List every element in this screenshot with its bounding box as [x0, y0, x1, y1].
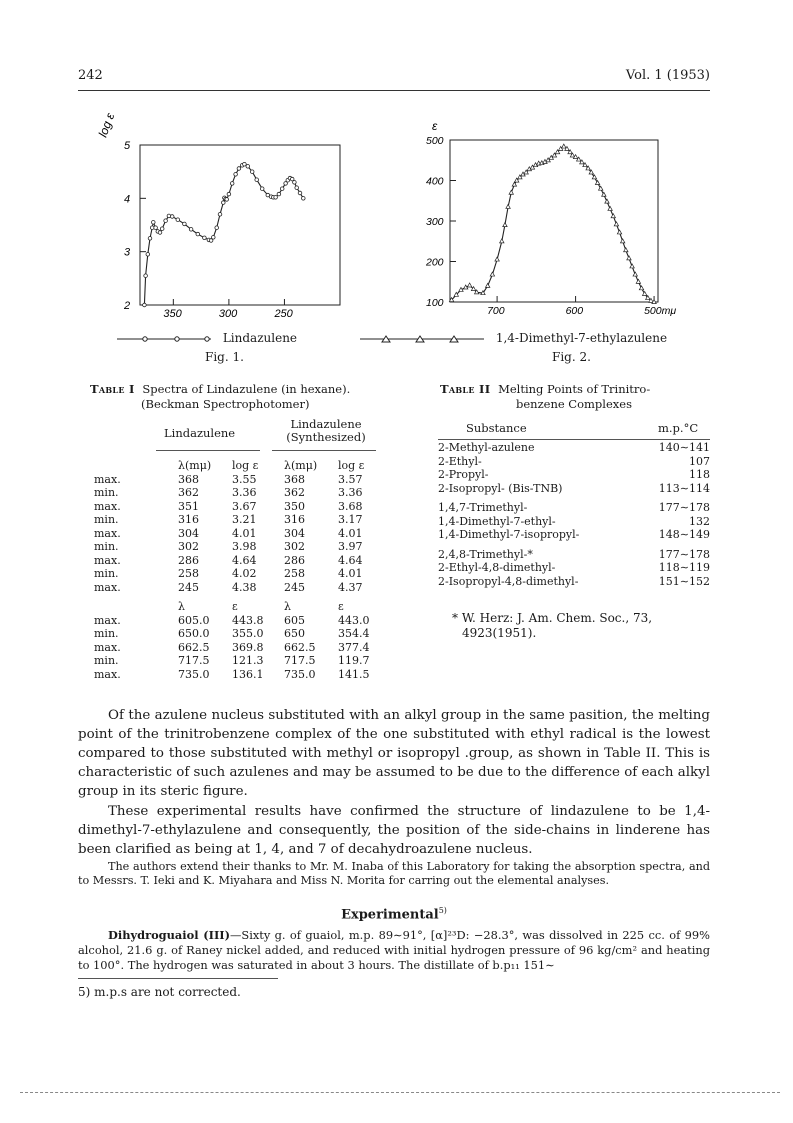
fig1-data-point [230, 182, 234, 186]
fig2-data-point [490, 272, 494, 276]
table1-cell: min. [94, 627, 119, 640]
table1-row [86, 614, 390, 628]
table2-mp-cell: 113∼114 [658, 481, 710, 495]
table1-cell: 119.7 [338, 654, 370, 667]
table1-subheader: λ [178, 600, 185, 613]
table2-mp-cell: 151∼152 [658, 574, 710, 588]
fig2-data-point [611, 214, 615, 218]
table1-cell: max. [94, 499, 121, 513]
fig1-data-point [255, 178, 259, 182]
table2-substance-cell: 1,4-Dimethyl-7-isopropyl- [438, 528, 580, 541]
table1-cell: 304 [284, 526, 305, 540]
table2-row [438, 515, 710, 529]
table1-cell: 443.0 [338, 613, 370, 627]
fig1-y-axis-label: log ε [95, 111, 118, 140]
table1-row [86, 581, 390, 595]
fig1-data-point [152, 221, 156, 225]
fig2-y-tick-label: 400 [426, 175, 444, 188]
table1-cell: 368 [178, 472, 199, 486]
table1-cell: max. [94, 640, 121, 654]
fig1-data-point [274, 196, 278, 200]
table2-substance-cell: 2,4,8-Trimethyl-* [438, 547, 533, 561]
fig2-x-tick-label: 700 [487, 305, 505, 317]
table1-cell: 3.68 [338, 499, 363, 513]
fig1-data-point [212, 236, 216, 240]
table1-cell: 4.64 [232, 553, 257, 567]
page-number: 242 [78, 68, 103, 83]
table1-row [86, 486, 390, 500]
table2-row [438, 561, 710, 575]
table1-cell: 286 [178, 553, 199, 567]
table1-row [86, 527, 390, 541]
fig1-data-point [203, 236, 207, 240]
fig1-data-point [302, 197, 306, 201]
table1-row [86, 567, 390, 581]
fig1-data-point [144, 274, 148, 278]
table2-row [438, 548, 710, 562]
table1-cell: 3.57 [338, 472, 363, 486]
fig1-data-point [260, 187, 264, 191]
section-title: Experimental [341, 907, 439, 923]
fig1-y-tick-label: 5 [124, 140, 131, 152]
table2-row [438, 468, 710, 482]
table1-title-line2: (Beckman Spectrophotomer) [141, 397, 310, 411]
table1-cell: 3.21 [232, 513, 257, 526]
table1-subheader [86, 600, 178, 614]
table1-cell: 351 [178, 499, 199, 513]
fig2-y-tick-label: 200 [426, 256, 444, 269]
fig2-data-point [500, 239, 504, 243]
table1-cell: min. [94, 540, 119, 553]
table1-cell: 362 [284, 486, 305, 499]
table1-group2-header [276, 418, 376, 444]
table1-cell: 4.01 [338, 526, 363, 540]
table1-cell: min. [94, 486, 119, 499]
table1-subheader-row [86, 600, 390, 614]
fig1-data-point [280, 187, 284, 191]
table1-cell: 286 [284, 553, 305, 567]
table2-row [438, 441, 710, 455]
table1-cell: min. [94, 654, 119, 667]
table1-group1-rule [156, 450, 260, 451]
fig1-data-point [196, 232, 200, 236]
table1-row [86, 554, 390, 568]
table1-cell: 141.5 [338, 667, 370, 681]
table2-footnote-line1: * W. Herz: J. Am. Chem. Soc., 73, [452, 611, 653, 625]
acknowledgement: The authors extend their thanks to Mr. M. Inaba of this Laboratory for taking the absorption spectra, and to Messrs. T. Ieki and K. Miyahara and Miss N. Morita for carring out the elemental analyses. [78, 860, 710, 887]
fig2-data-point [495, 257, 499, 261]
figure-1-chart [90, 100, 360, 330]
fig1-data-point [298, 191, 302, 195]
table1-group2-rule [272, 450, 376, 451]
fig2-data-point [639, 286, 643, 290]
table1-cell: 4.64 [338, 553, 363, 567]
fig1-y-tick-label: 4 [124, 193, 131, 206]
table2-footnote-line2: 4923(1951). [462, 626, 537, 640]
table1-cell: 304 [178, 526, 199, 540]
fig1-data-point [154, 226, 158, 230]
table1-cell: 3.36 [232, 486, 257, 499]
body-paragraph-2: These experimental results have confirmed the structure of lindazulene to be 1,4-dimethyl-7-ethylazulene and consequently, the position of the side-chains in linderene has been clarified as being at 1, 4, and 7 of decahydroazulene nucleus. [78, 804, 710, 857]
fig2-y-tick-label: 500 [426, 135, 444, 147]
table1-subheader: λ [284, 600, 291, 613]
fig2-data-point [633, 272, 637, 276]
table1-cell: 3.97 [338, 540, 363, 553]
table1-cell: 3.55 [232, 472, 257, 486]
table1-cell: 362 [178, 486, 199, 499]
table1-cell: 354.4 [338, 627, 370, 640]
table1-cell: max. [94, 553, 121, 567]
table2-substance-cell: 2-Isopropyl- (Bis-TNB) [438, 481, 563, 495]
table2-mp-cell: 148∼149 [658, 528, 710, 541]
table1-subheader: λ(mμ) [284, 459, 318, 472]
table2-title [440, 382, 710, 412]
table1 [86, 459, 390, 681]
table1-cell: 3.36 [338, 486, 363, 499]
table1-cell: 662.5 [178, 640, 210, 654]
table1-cell: max. [94, 526, 121, 540]
table2-mp-header: m.p.°C [658, 421, 699, 435]
table2-mp-cell: 140∼141 [658, 441, 710, 454]
table1-cell: 650.0 [178, 627, 210, 640]
table1-cell: 4.02 [232, 567, 257, 580]
table2-substance-cell: 2-Isopropyl-4,8-dimethyl- [438, 574, 579, 588]
table2-title-line2: benzene Complexes [516, 397, 632, 411]
fig1-data-point [176, 218, 180, 222]
fig1-data-point [277, 192, 281, 196]
experimental-compound: Dihydroguaiol (III) [108, 928, 231, 942]
fig2-data-point [509, 190, 513, 194]
fig1-data-point [170, 215, 174, 219]
fig1-data-point [215, 226, 219, 230]
table2-header-rule [438, 439, 710, 440]
fig2-data-point [485, 283, 489, 287]
fig2-data-point [605, 199, 609, 203]
fig2-x-tick-label: 500mμ [644, 305, 677, 317]
fig2-x-tick-label: 600 [565, 305, 584, 317]
table2-label: Table II [440, 382, 491, 396]
table1-subheader: log ε [232, 459, 259, 472]
fig2-y-axis-label: ε [432, 119, 438, 133]
fig1-data-point [222, 201, 226, 205]
table1-cell: min. [94, 567, 119, 580]
header-rule [78, 90, 710, 91]
table1-cell: 735.0 [284, 667, 316, 681]
fig1-caption: Fig. 1. [205, 350, 244, 364]
table2-row [438, 482, 710, 496]
table2-row [438, 455, 710, 469]
fig1-x-tick-label: 350 [163, 308, 182, 320]
table2-mp-cell: 107 [689, 454, 710, 468]
table2-title-line1: Melting Points of Trinitro- [498, 382, 651, 396]
fig2-data-point [620, 239, 624, 243]
fig1-data-point [164, 219, 168, 223]
table1-subheader: ε [232, 600, 238, 613]
table1-cell: 369.8 [232, 640, 264, 654]
table2-substance-cell: 2-Ethyl- [438, 454, 482, 468]
fig1-legend-label: Lindazulene [222, 331, 298, 345]
table1-cell: 377.4 [338, 640, 370, 654]
table1-cell: 316 [178, 513, 199, 526]
table1-subheader: ε [338, 600, 344, 613]
section-heading [78, 906, 710, 922]
fig2-data-point [617, 230, 621, 234]
fig2-data-point [627, 256, 631, 260]
fig1-data-point [143, 303, 147, 307]
table1-cell: 4.38 [232, 580, 257, 594]
fig2-legend-line [358, 334, 486, 344]
table1-row [86, 540, 390, 554]
fig1-data-point [158, 231, 162, 235]
table1-cell: 605.0 [178, 613, 210, 627]
table2 [438, 441, 710, 588]
table1-cell: max. [94, 613, 121, 627]
fig1-data-point [146, 253, 150, 257]
table1-subheader-row [86, 459, 390, 473]
table1-cell: max. [94, 667, 121, 681]
table1-title-line1: Spectra of Lindazulene (in hexane). [142, 382, 351, 396]
figure-2-chart [410, 110, 690, 325]
fig1-data-point [218, 213, 222, 217]
table1-cell: 3.17 [338, 513, 363, 526]
table1-cell: 350 [284, 499, 305, 513]
fig2-data-point [636, 279, 640, 283]
fig1-data-point [234, 173, 238, 177]
fig2-data-point [562, 144, 566, 148]
table1-subheader: log ε [338, 459, 365, 472]
footnote-rule [78, 978, 278, 979]
table1-cell: 258 [284, 567, 305, 580]
table1-cell: 121.3 [232, 654, 264, 667]
section-footnote-mark: 5) [438, 906, 447, 915]
fig1-series-line [144, 164, 303, 305]
fig1-data-point [243, 162, 247, 166]
table2-mp-cell: 118 [689, 468, 710, 481]
table2-mp-cell: 177∼178 [658, 547, 710, 561]
table1-cell: 4.01 [232, 526, 257, 540]
table2-mp-cell: 177∼178 [658, 501, 710, 514]
fig2-data-point [506, 204, 510, 208]
fig2-data-point [467, 283, 471, 287]
table1-row [86, 500, 390, 514]
table1-cell: 4.01 [338, 567, 363, 580]
fig1-legend [115, 331, 297, 345]
fig2-y-tick-label: 100 [426, 297, 444, 309]
fig1-data-point [189, 228, 193, 232]
table1-cell: 3.98 [232, 540, 257, 553]
fig2-caption: Fig. 2. [552, 350, 591, 364]
fig2-legend [358, 331, 667, 345]
table1-label: Table I [90, 382, 135, 396]
body-paragraph-1: Of the azulene nucleus substituted with an alkyl group in the same pasition, the melting point of the trinitrobenzene complex of the one substituted with ethyl radical is the lowest compared to those substituted with methyl or isopropyl .group, as shown in Table II. This is characteristic of such azulenes and may be assumed to be due to the difference of each alkyl group in its steric figure. [78, 708, 710, 799]
table1-group2-line2: (Synthesized) [286, 430, 366, 444]
fig1-data-point [293, 181, 297, 185]
table1-cell: max. [94, 472, 121, 486]
fig1-data-point [246, 165, 250, 169]
table2-substance-cell: 2-Ethyl-4,8-dimethyl- [438, 561, 556, 574]
fig1-data-point [295, 186, 299, 190]
page-bottom-rule [20, 1092, 780, 1093]
fig2-data-point [624, 248, 628, 252]
fig2-series-line [452, 147, 654, 303]
table1-cell: 245 [178, 580, 199, 594]
table2-row [438, 528, 710, 542]
fig2-legend-label: 1,4-Dimethyl-7-ethylazulene [495, 331, 668, 345]
table1-row [86, 627, 390, 641]
fig1-data-point [183, 222, 187, 226]
table1-cell: 368 [284, 472, 305, 486]
experimental-text: —Sixty g. of guaiol, m.p. 89∼91°, [α]²³D: −28.3°, was dissolved in 225 cc. of 99% alcohol, 21.6 g. of Raney nickel added, and reduced with initial hydrogen pressure of 96 kg/cm² and heating to 100°. The hydrogen was saturated in about 3 hours. The distillate of b.p₁₁ 151∼ [78, 928, 710, 972]
fig2-data-point [614, 222, 618, 226]
table1-title [90, 382, 400, 412]
fig2-data-point [608, 206, 612, 210]
fig1-x-tick-label: 300 [218, 308, 238, 320]
table1-subheader [86, 459, 178, 473]
table2-substance-header: Substance [466, 421, 527, 435]
table1-cell: 136.1 [232, 667, 264, 681]
table1-cell: 443.8 [232, 613, 264, 627]
table1-cell: 662.5 [284, 640, 316, 654]
table1-group2-line1: Lindazulene [290, 417, 362, 431]
fig1-y-tick-label: 2 [124, 300, 131, 312]
table1-row [86, 473, 390, 487]
table2-substance-cell: 2-Propyl- [438, 468, 489, 481]
table1-cell: 245 [284, 580, 305, 594]
fig1-x-tick-label: 250 [274, 308, 293, 320]
fig2-y-tick-label: 300 [426, 216, 444, 228]
table1-cell: 316 [284, 513, 305, 526]
fig1-data-point [148, 237, 152, 241]
fig1-legend-line [115, 334, 213, 344]
table1-group1-header: Lindazulene [164, 426, 236, 440]
table1-cell: 605 [284, 613, 305, 627]
table1-row [86, 641, 390, 655]
table1-cell: 4.37 [338, 580, 363, 594]
fig2-data-point [503, 223, 507, 227]
table1-column-groups [156, 418, 376, 458]
table1-cell: 3.67 [232, 499, 257, 513]
table2-mp-cell: 118∼119 [658, 561, 710, 574]
table1-subheader: λ(mμ) [178, 459, 212, 472]
table1-cell: 717.5 [284, 654, 316, 667]
page-footnote: 5) m.p.s are not corrected. [78, 985, 241, 999]
journal-volume: Vol. 1 (1953) [625, 68, 710, 83]
table2-row [438, 501, 710, 515]
fig1-data-point [225, 198, 229, 202]
table2-mp-cell: 132 [689, 514, 710, 528]
fig1-y-tick-label: 3 [124, 246, 131, 259]
table2-footnote [452, 611, 710, 641]
fig1-data-point [160, 227, 164, 231]
table1-cell: max. [94, 580, 121, 594]
table1-cell: 258 [178, 567, 199, 580]
table1-cell: 355.0 [232, 627, 264, 640]
fig1-data-point [237, 167, 241, 171]
table1-cell: 650 [284, 627, 305, 640]
experimental-paragraph [78, 928, 710, 973]
table1-cell: 302 [284, 540, 305, 553]
table1-cell: min. [94, 513, 119, 526]
table2-substance-cell: 1,4-Dimethyl-7-ethyl- [438, 514, 556, 528]
table1-cell: 735.0 [178, 667, 210, 681]
table1-row [86, 668, 390, 682]
table1-cell: 717.5 [178, 654, 210, 667]
fig2-data-point [630, 264, 634, 268]
table2-row [438, 575, 710, 589]
table2-substance-cell: 1,4,7-Trimethyl- [438, 501, 528, 514]
table2-substance-cell: 2-Methyl-azulene [438, 441, 535, 454]
fig1-data-point [227, 192, 231, 196]
fig1-data-point [250, 170, 254, 174]
fig2-plot-frame [450, 140, 658, 302]
table1-row [86, 654, 390, 668]
table1-row [86, 513, 390, 527]
table1-cell: 302 [178, 540, 199, 553]
